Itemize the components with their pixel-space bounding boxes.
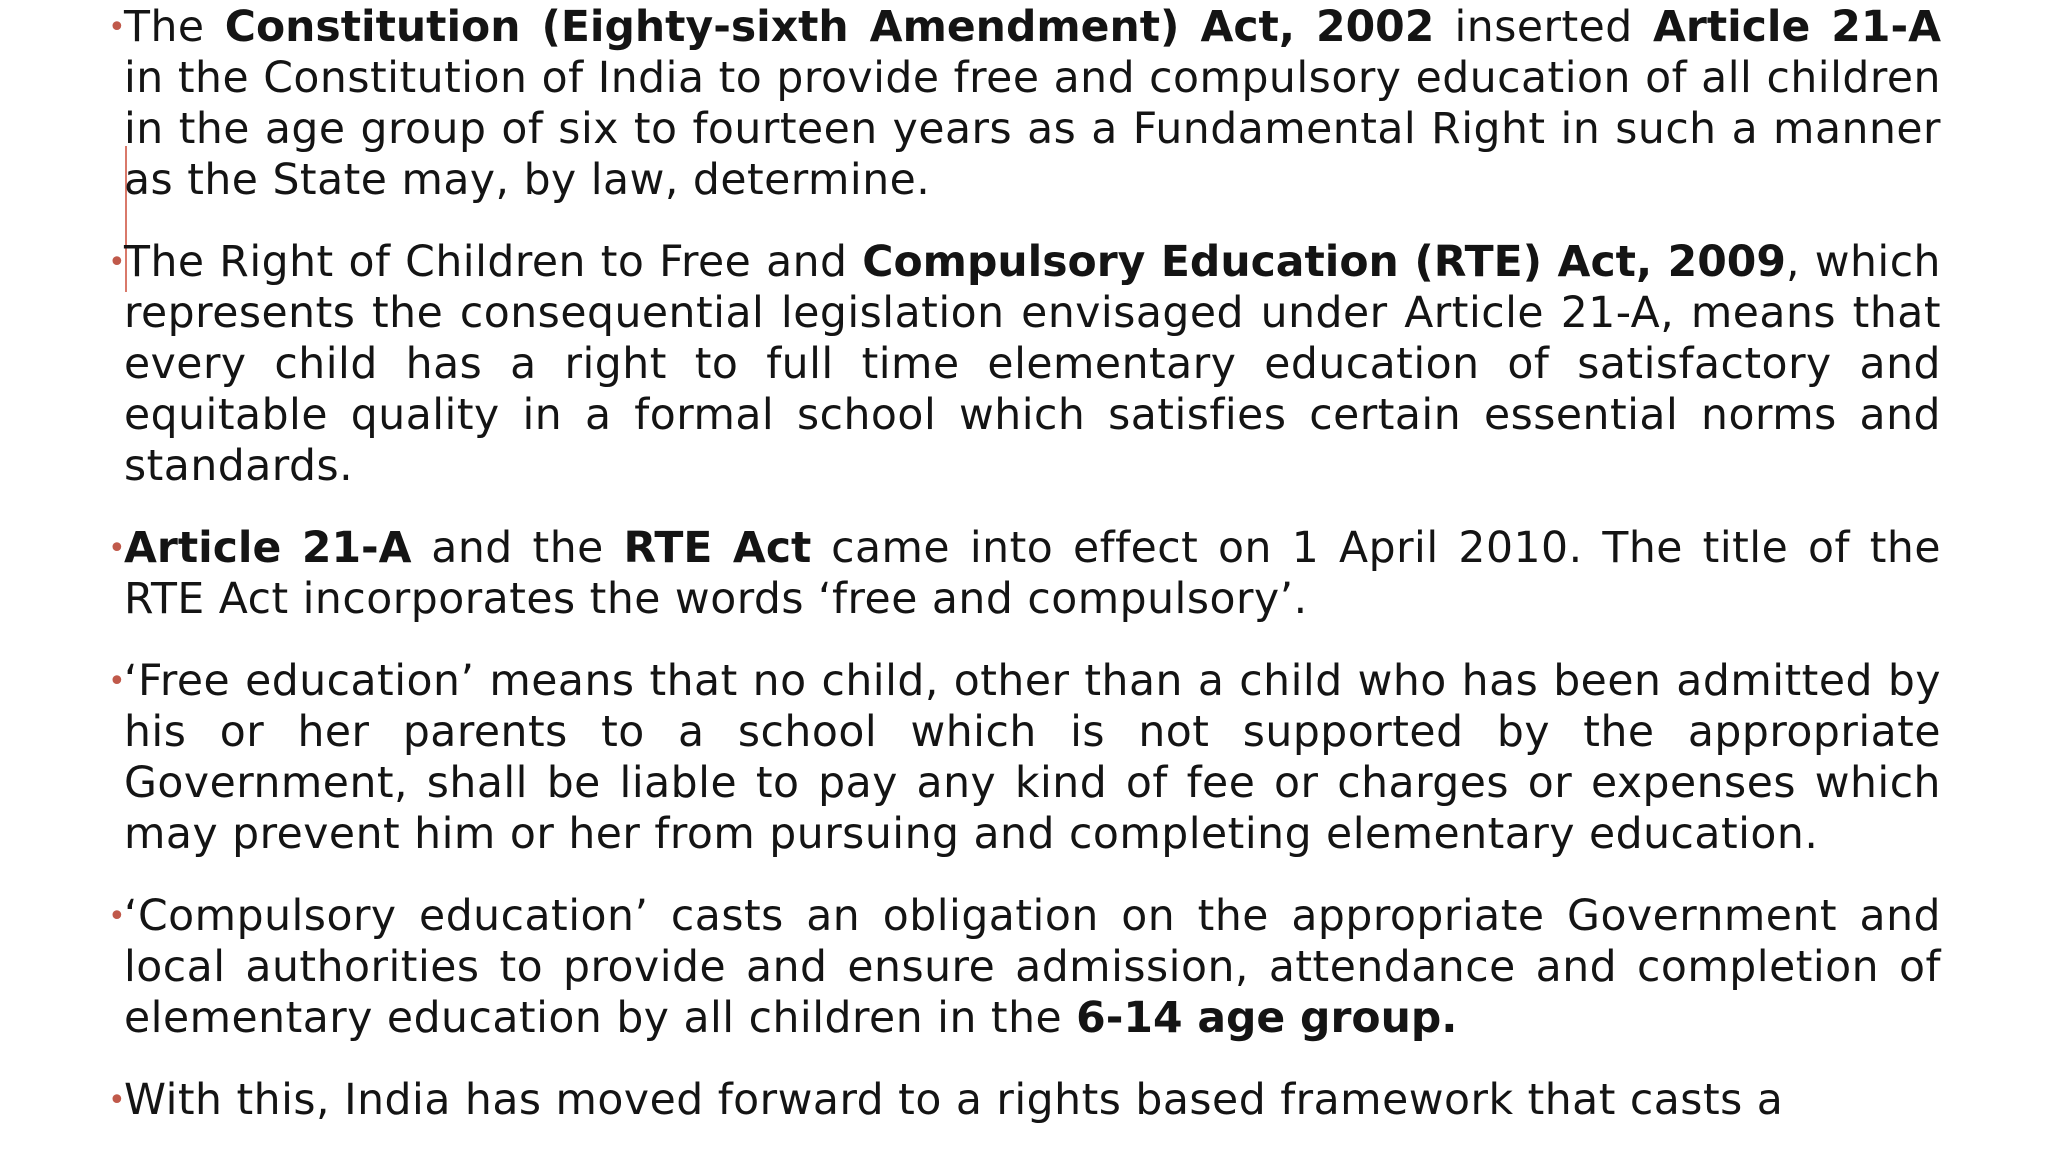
bullet-item-effect-date[interactable] [0,523,2048,625]
bullet-text: , which represents the consequential legislation envisaged under Article 21-A, means that every child has a right to full time elementary education of satisfactory and equitable quality in a formal school which satisfies certain essential norms and standards. [124,238,1941,491]
bullet-text: inserted [1434,3,1653,52]
bullet-icon: • [108,245,127,280]
bullet-text: The Right of Children to Free and [124,238,863,287]
bullet-icon: • [108,531,127,566]
bullet-bold-text: Article 21-A [1653,3,1941,52]
bullet-item-rights-framework[interactable] [0,1075,2048,1126]
bullet-icon: • [108,664,127,699]
bullet-bold-text: RTE Act [623,524,812,573]
bullet-text: in the Constitution of India to provide free and compulsory education of all children in the age group of six to fourteen years as a Fundamental Right in such a manner as the State may, by law, determine. [124,54,1941,205]
bullet-bold-text: Article 21-A [124,524,412,573]
bullet-text: and the [411,524,624,573]
bullet-bold-text: 6-14 age group. [1076,994,1458,1043]
bullet-item-free-education[interactable] [0,656,2048,860]
bullet-text: With this, India has moved forward to a rights based framework that casts a [124,1076,1784,1125]
bullet-text: ‘Free education’ means that no child, other than a child who has been admitted by his or her parents to a school which is not supported by the appropriate Government, shall be liable to pay any kind of fee or charges or expenses which may prevent him or her from pursuing and completing elementary education. [124,657,1941,859]
bullet-bold-text: Constitution (Eighty-sixth Amendment) Act, 2002 [224,3,1435,52]
bullet-item-compulsory-education[interactable] [0,891,2048,1044]
bullet-bold-text: Compulsory Education (RTE) Act, 2009 [862,238,1786,287]
bullet-text: ‘Compulsory education’ casts an obligation on the appropriate Government and local authorities to provide and ensure admission, attendance and completion of elementary education by all children in the [124,892,1941,1043]
bullet-text: came into effect on 1 April 2010. The title of the RTE Act incorporates the words ‘free and compulsory’. [124,524,1941,624]
bullet-icon: • [108,899,127,934]
bullet-icon: • [108,1083,127,1118]
bullet-icon: • [108,10,127,45]
bullet-item-rte-act[interactable] [0,237,2048,492]
bullet-text: The [124,3,225,52]
bullet-item-article-21a[interactable] [0,2,2048,206]
